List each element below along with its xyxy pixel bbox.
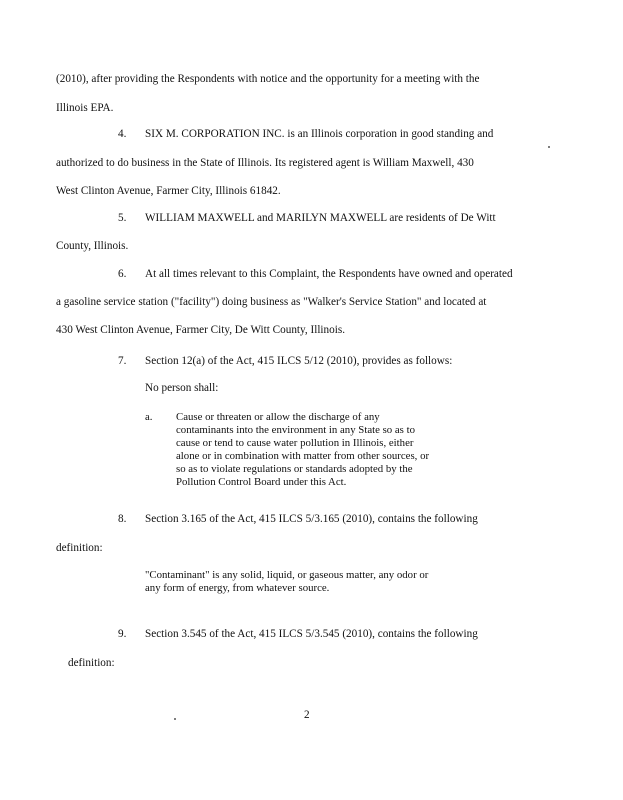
paragraph-5-number: 5.	[118, 212, 127, 224]
page-number: 2	[304, 709, 310, 721]
paragraph-5-line-1: WILLIAM MAXWELL and MARILYN MAXWELL are residents of De Witt	[145, 212, 496, 224]
continuation-line-2: Illinois EPA.	[56, 102, 114, 114]
paragraph-8-number: 8.	[118, 513, 127, 525]
paragraph-7-item-label: a.	[145, 411, 153, 423]
paragraph-6-line-3: 430 West Clinton Avenue, Farmer City, De Witt County, Illinois.	[56, 324, 345, 336]
paragraph-8-line-1: Section 3.165 of the Act, 415 ILCS 5/3.165 (2010), contains the following	[145, 513, 478, 525]
statute-quote-line-1: Cause or threaten or allow the discharge of any	[176, 411, 380, 423]
statute-quote-line-5: so as to violate regulations or standards adopted by the	[176, 463, 413, 475]
paragraph-8-line-2: definition:	[56, 542, 103, 554]
definition-quote-line-2: any form of energy, from whatever source.	[145, 582, 330, 594]
paragraph-7-line-1: Section 12(a) of the Act, 415 ILCS 5/12 (2010), provides as follows:	[145, 355, 453, 367]
paragraph-7-number: 7.	[118, 355, 127, 367]
paragraph-4-number: 4.	[118, 128, 127, 140]
paragraph-4-line-1: SIX M. CORPORATION INC. is an Illinois corporation in good standing and	[145, 128, 494, 140]
statute-quote-line-6: Pollution Control Board under this Act.	[176, 476, 347, 488]
statute-quote-line-4: alone or in combination with matter from other sources, or	[176, 450, 430, 462]
paragraph-9-number: 9.	[118, 628, 127, 640]
paragraph-7-intro: No person shall:	[145, 382, 219, 394]
continuation-line-1: (2010), after providing the Respondents with notice and the opportunity for a meeting with the	[56, 73, 480, 85]
scan-speck	[548, 146, 550, 148]
paragraph-4-line-2: authorized to do business in the State of Illinois. Its registered agent is William Maxwell, 430	[56, 157, 474, 169]
paragraph-5-line-2: County, Illinois.	[56, 240, 129, 252]
statute-quote-line-3: cause or tend to cause water pollution in Illinois, either	[176, 437, 414, 449]
scan-speck	[174, 718, 176, 720]
paragraph-6-line-1: At all times relevant to this Complaint, the Respondents have owned and operated	[145, 268, 513, 280]
statute-quote-line-2: contaminants into the environment in any State so as to	[176, 424, 415, 436]
paragraph-4-line-3: West Clinton Avenue, Farmer City, Illinois 61842.	[56, 185, 281, 197]
paragraph-9-line-2: definition:	[68, 657, 115, 669]
definition-quote-line-1: "Contaminant" is any solid, liquid, or gaseous matter, any odor or	[145, 569, 429, 581]
paragraph-6-number: 6.	[118, 268, 127, 280]
paragraph-9-line-1: Section 3.545 of the Act, 415 ILCS 5/3.545 (2010), contains the following	[145, 628, 478, 640]
paragraph-6-line-2: a gasoline service station ("facility") doing business as "Walker's Service Station" and located at	[56, 296, 487, 308]
